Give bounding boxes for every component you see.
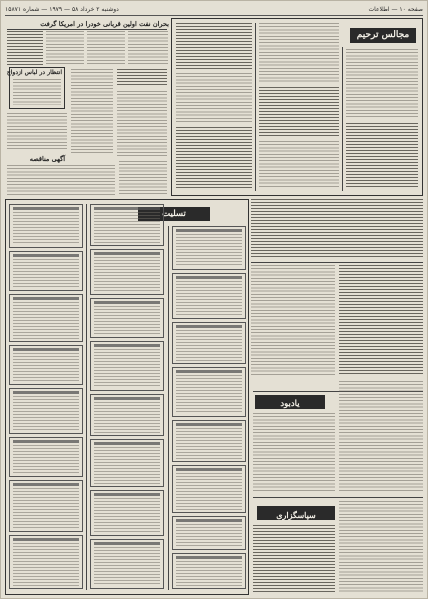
article-text-block — [117, 69, 167, 87]
article-text-block — [46, 31, 84, 65]
notice-text — [176, 73, 252, 123]
article-text-block — [7, 113, 67, 151]
marriage-article-box — [6, 67, 65, 109]
article-text-block — [128, 31, 168, 65]
article-text-block — [87, 31, 125, 65]
notice-text — [176, 23, 252, 69]
condolence-notice — [90, 539, 164, 589]
memorial-banner: یادبود — [255, 395, 325, 409]
condolence-notice — [172, 553, 246, 589]
oil-crisis-headline: بحران نفت اولین قربانی خودرا در امریکا گرفت — [40, 20, 169, 28]
condolence-notice — [9, 251, 83, 291]
column-divider — [342, 47, 343, 191]
condolence-notice — [172, 516, 246, 550]
column-divider — [255, 23, 256, 191]
notice-text — [346, 49, 418, 119]
condolence-notice — [9, 345, 83, 385]
notice-text — [176, 127, 252, 189]
article-text-block — [7, 31, 43, 65]
condolence-notice — [172, 226, 246, 270]
condolence-notice — [172, 322, 246, 364]
mourning-box — [171, 18, 423, 196]
notice-text — [346, 123, 418, 189]
notice-text — [259, 141, 339, 189]
condolence-notice — [172, 420, 246, 462]
notice-text — [259, 23, 339, 83]
article-text-block — [251, 199, 423, 259]
date-label: دوشنبه ۲ خرداد ۵۸ — ۱۹۷۹ — شماره ۱۵۸۷۱ — [5, 5, 119, 13]
condolence-notice — [90, 341, 164, 391]
condolence-box — [5, 199, 249, 595]
article-text-block — [117, 91, 167, 157]
condolence-notice — [9, 535, 83, 589]
divider — [253, 497, 423, 498]
condolence-notice — [9, 204, 83, 248]
marriage-headline: انتظار در لباس ازدواج — [6, 69, 62, 76]
article-text-block — [119, 161, 167, 195]
condolence-banner: تسلیت — [138, 207, 210, 221]
condolence-notice — [9, 437, 83, 477]
notice-text — [259, 87, 339, 137]
condolence-notice — [90, 298, 164, 338]
condolence-notice — [90, 204, 164, 246]
condolence-notice — [90, 394, 164, 436]
condolence-notice — [172, 273, 246, 319]
condolence-notice — [172, 465, 246, 513]
page-label: صفحه ۱۰ — اطلاعات — [368, 5, 423, 13]
column-divider — [86, 204, 87, 590]
tender-headline: آگهی مناقصه — [29, 155, 65, 163]
gratitude-text — [253, 525, 335, 593]
condolence-notice — [90, 439, 164, 487]
divider — [251, 262, 423, 263]
condolence-notice — [172, 367, 246, 417]
article-text-block — [339, 381, 423, 491]
memorial-text — [253, 413, 335, 491]
gratitude-banner: سپاسگزاری — [257, 506, 335, 520]
condolence-notice — [9, 294, 83, 342]
article-text-block — [13, 79, 61, 105]
masthead — [5, 3, 423, 16]
tender-text — [7, 165, 115, 195]
condolence-notice — [90, 249, 164, 295]
column-divider — [168, 226, 169, 590]
article-text-block — [251, 265, 335, 375]
mourning-banner: مجالس ترحیم — [350, 28, 416, 43]
condolence-notice — [9, 388, 83, 434]
condolence-notice — [90, 490, 164, 536]
divider — [7, 29, 167, 30]
article-text-block — [339, 501, 423, 593]
article-text-block — [71, 69, 113, 153]
condolence-notice — [9, 480, 83, 532]
article-text-block — [339, 265, 423, 375]
